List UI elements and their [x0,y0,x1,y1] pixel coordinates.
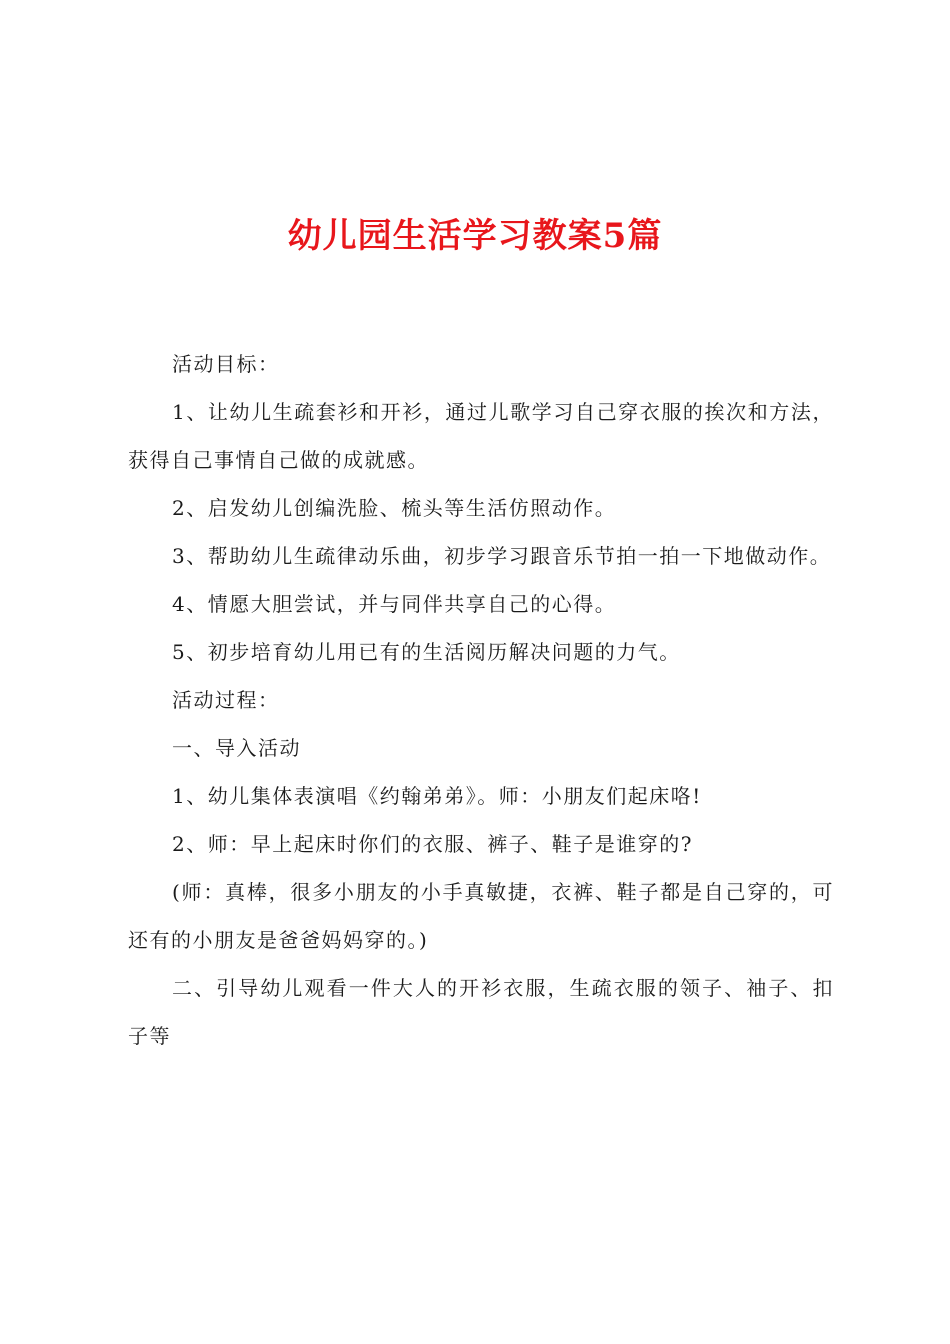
paragraph-goal-1: 1、让幼儿生疏套衫和开衫，通过儿歌学习自己穿衣服的挨次和方法，获得自己事情自己做的成就感。 [128,400,834,472]
paragraph-process-heading: 活动过程： [172,688,280,712]
document-title: 幼儿园生活学习教案5篇 [287,216,663,256]
paragraph-section-1: 一、导入活动 [172,736,301,760]
paragraph-teacher-note: (师：真棒，很多小朋友的小手真敏捷，衣裤、鞋子都是自己穿的，可还有的小朋友是爸爸妈妈穿的。) [128,880,834,952]
paragraph-goals-heading: 活动目标： [172,352,280,376]
paragraph-goal-5: 5、初步培育幼儿用已有的生活阅历解决问题的力气。 [172,640,681,664]
paragraph-goal-4: 4、情愿大胆尝试，并与同伴共享自己的心得。 [172,592,617,616]
paragraph-section-2: 二、引导幼儿观看一件大人的开衫衣服，生疏衣服的领子、袖子、扣子等 [128,976,834,1048]
document-body [128,340,834,1060]
paragraph-goal-2: 2、启发幼儿创编洗脸、梳头等生活仿照动作。 [172,496,617,520]
paragraph-step-2: 2、师：早上起床时你们的衣服、裤子、鞋子是谁穿的? [172,832,693,856]
paragraph-goal-3: 3、帮助幼儿生疏律动乐曲，初步学习跟音乐节拍一拍一下地做动作。 [172,544,832,568]
paragraph-step-1: 1、幼儿集体表演唱《约翰弟弟》。师：小朋友们起床咯! [172,784,702,808]
